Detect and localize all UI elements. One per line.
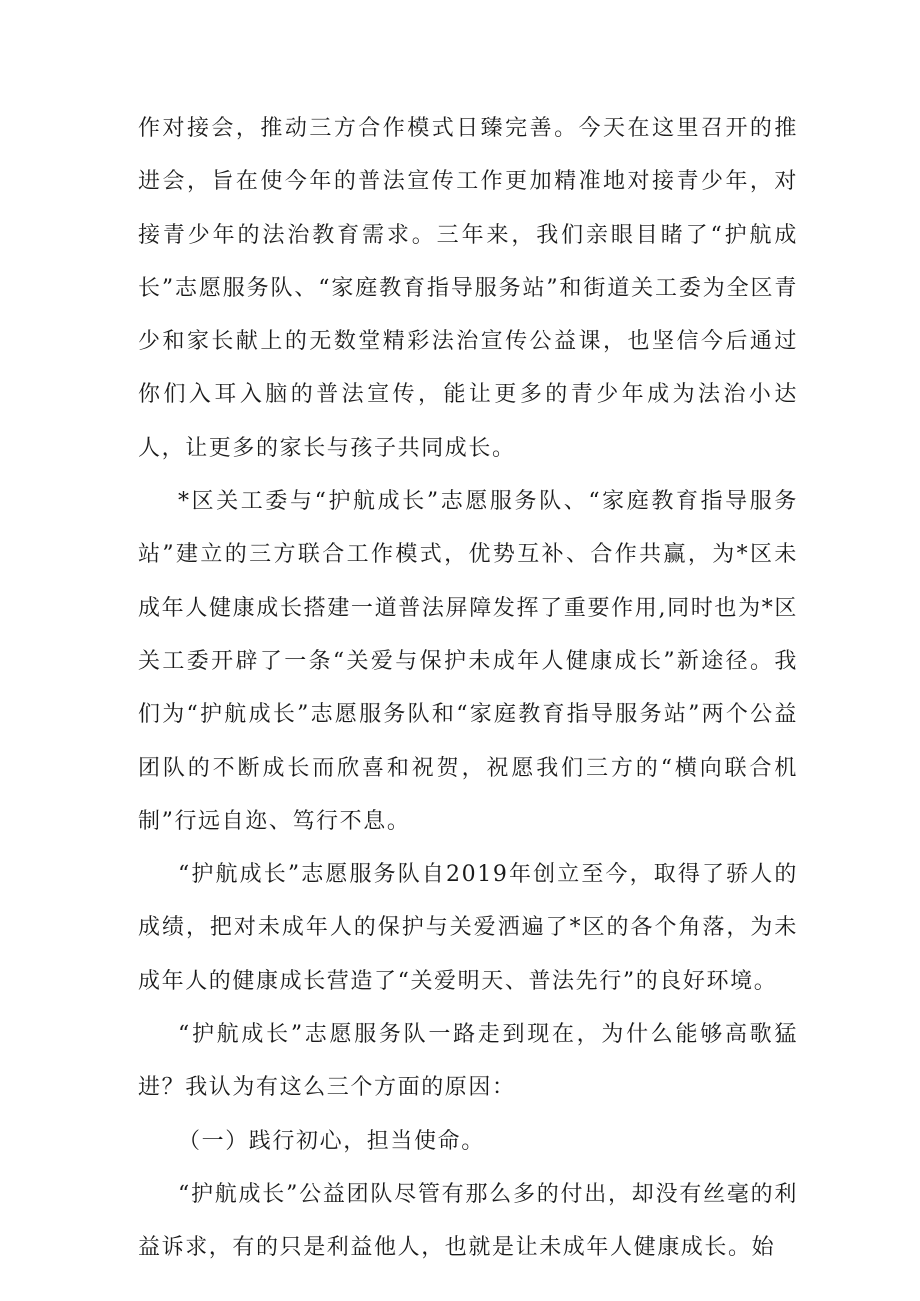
section-heading-1: （一）践行初心，担当使命。 xyxy=(178,1128,485,1154)
paragraph-volunteer-achievements: “护航成长”志愿服务队自2019年创立至今，取得了骄人的成绩，把对未成年人的保护与关爱洒遍了*区的各个角落，为未成年人的健康成长营造了“关爱明天、普法先行”的良好环境。 xyxy=(138,862,798,994)
paragraph-three-party-model: *区关工委与“护航成长”志愿服务队、“家庭教育指导服务站”建立的三方联合工作模式，优势互补、合作共赢，为*区未成年人健康成长搭建一道普法屏障发挥了重要作用,同时也为*区关工委开辟了一条“关爱与保护未成年人健康成长”新途径。我们为“护航成长”志愿服务队和“家庭教育指导服务站”两个公益团队的不断成长而欣喜和祝贺，祝愿我们三方的“横向联合机制”行远自迩、笃行不息。 xyxy=(138,489,798,834)
paragraph-section-1-body: “护航成长”公益团队尽管有那么多的付出，却没有丝毫的利益诉求，有的只是利益他人，也就是让未成年人健康成长。始 xyxy=(138,1181,798,1261)
paragraph-reasons-intro: “护航成长”志愿服务队一路走到现在，为什么能够高歌猛进？我认为有这么三个方面的原因： xyxy=(138,1022,798,1101)
document-body xyxy=(138,102,798,1275)
paragraph-continuation: 作对接会，推动三方合作模式日臻完善。今天在这里召开的推进会，旨在使今年的普法宣传工作更加精准地对接青少年，对接青少年的法治教育需求。三年来，我们亲眼目睹了“护航成长”志愿服务队、“家庭教育指导服务站”和街道关工委为全区青少和家长献上的无数堂精彩法治宣传公益课，也坚信今后通过你们入耳入脑的普法宣传，能让更多的青少年成为法治小达人，让更多的家长与孩子共同成长。 xyxy=(138,116,798,461)
